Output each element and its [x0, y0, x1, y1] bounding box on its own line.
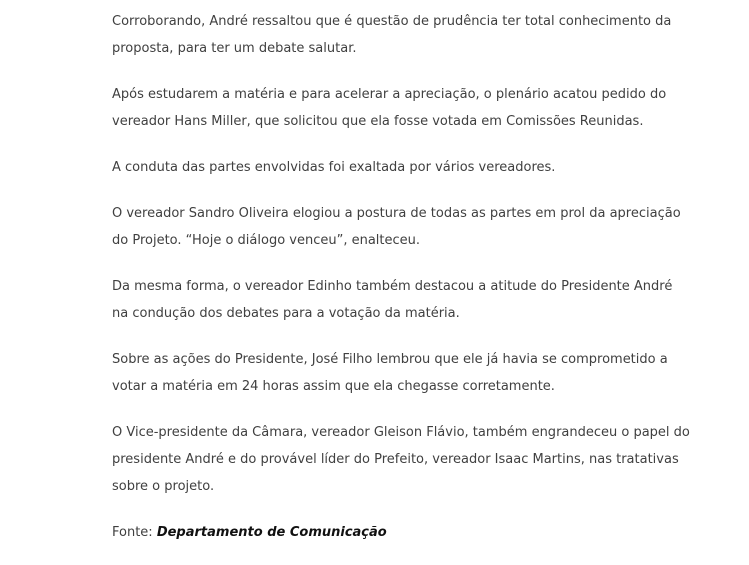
article-body	[112, 8, 692, 565]
article-paragraph: Após estudarem a matéria e para acelerar a apreciação, o plenário acatou pedido do vereador Hans Miller, que solicitou que ela fosse votada em Comissões Reunidas.	[112, 87, 667, 129]
source-name: Departamento de Comunicação	[156, 525, 387, 540]
article-paragraph: Corroborando, André ressaltou que é questão de prudência ter total conhecimento da proposta, para ter um debate salutar.	[112, 14, 672, 56]
source-credit	[112, 519, 692, 546]
article-paragraph: Da mesma forma, o vereador Edinho também destacou a atitude do Presidente André na condução dos debates para a votação da matéria.	[112, 279, 673, 321]
article-paragraph: O Vice-presidente da Câmara, vereador Gleison Flávio, também engrandeceu o papel do presidente André e do provável líder do Prefeito, vereador Isaac Martins, nas tratativas sobre o projeto.	[112, 425, 690, 494]
article-paragraph: O vereador Sandro Oliveira elogiou a postura de todas as partes em prol da apreciação do Projeto. “Hoje o diálogo venceu”, enalteceu.	[112, 206, 681, 248]
source-label: Fonte:	[112, 525, 157, 540]
article-paragraph: Sobre as ações do Presidente, José Filho lembrou que ele já havia se comprometido a votar a matéria em 24 horas assim que ela chegasse corretamente.	[112, 352, 668, 394]
article-paragraph: A conduta das partes envolvidas foi exaltada por vários vereadores.	[112, 160, 556, 175]
